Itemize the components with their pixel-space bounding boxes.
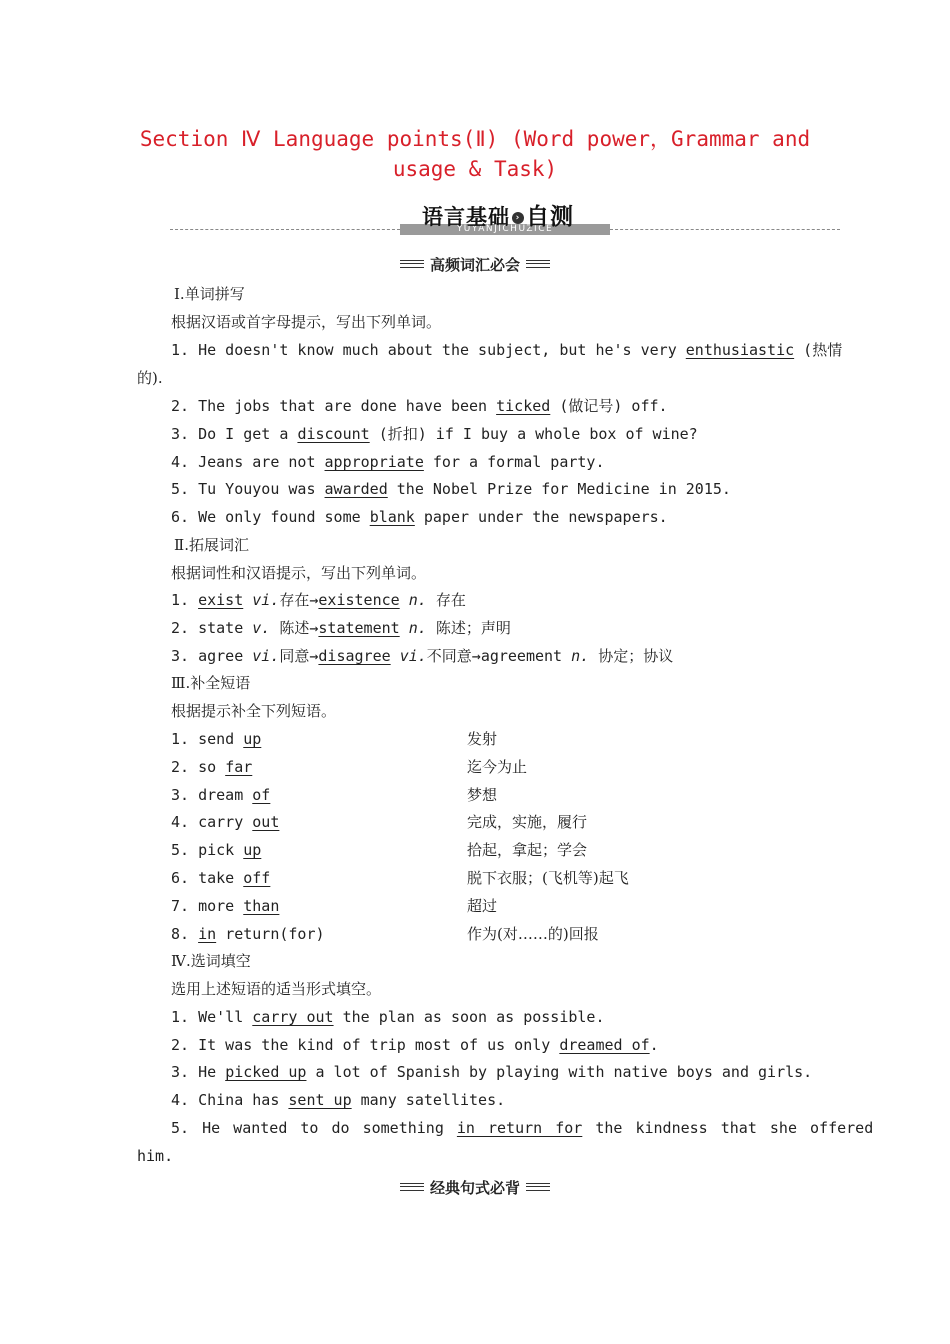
answer: ticked: [496, 397, 551, 415]
answer: discount: [297, 425, 370, 443]
part2-heading: Ⅱ.拓展词汇: [174, 536, 249, 554]
part4-item-5: 5. He wanted to do something in return for the kindness that she offered: [171, 1119, 874, 1137]
part3-item-2: 2. so far: [171, 758, 253, 776]
header-bar-right: [526, 1183, 550, 1191]
section-banner: [170, 196, 840, 238]
part4-item-3: 3. He picked up a lot of Spanish by playing with native boys and girls.: [171, 1063, 813, 1081]
part1-item-6: 6. We only found some blank paper under the newspapers.: [171, 508, 668, 526]
part2-item-3: 3. agree vi.同意→disagree vi.不同意→agreement n. 协定；协议: [171, 647, 674, 665]
page-title-line2: usage & Task): [392, 157, 558, 181]
part3-item-4-meaning: 完成，实施，履行: [467, 813, 588, 831]
part3-instruction: 根据提示补全下列短语。: [171, 702, 337, 720]
part4-item-5-cont: him.: [137, 1147, 174, 1165]
header-bar-left: [400, 260, 424, 268]
answer: exist: [198, 591, 244, 609]
answer: out: [252, 813, 280, 831]
part1-item-4: 4. Jeans are not appropriate for a formal party.: [171, 453, 605, 471]
part1-item-2: 2. The jobs that are done have been ticked (做记号) off.: [171, 397, 668, 415]
answer: far: [225, 758, 253, 776]
part1-item-3: 3. Do I get a discount (折扣) if I buy a whole box of wine?: [171, 425, 698, 443]
part4-item-2: 2. It was the kind of trip most of us only dreamed of.: [171, 1036, 659, 1054]
part1-item-1: 1. He doesn't know much about the subject, but he's very enthusiastic (热情: [171, 341, 843, 359]
part3-item-8: 8. in return(for): [171, 925, 325, 943]
banner-title-a: 语言基础: [422, 205, 510, 229]
part3-item-5: 5. pick up: [171, 841, 262, 859]
part1-item-1-cont: 的).: [137, 369, 163, 387]
part1-instruction: 根据汉语或首字母提示，写出下列单词。: [171, 313, 442, 331]
answer: blank: [369, 508, 415, 526]
page-title-line1: Section Ⅳ Language points(Ⅱ) (Word power，Grammar and: [139, 127, 811, 151]
part3-item-6: 6. take off: [171, 869, 271, 887]
section-header-vocab-label: 高频词汇必会: [429, 255, 520, 274]
part3-item-2-meaning: 迄今为止: [467, 758, 528, 776]
part4-item-1: 1. We'll carry out the plan as soon as possible.: [171, 1008, 605, 1026]
part3-item-6-meaning: 脱下衣服；(飞机等)起飞: [467, 869, 629, 887]
banner-title-b: 自测: [526, 204, 574, 230]
banner-divider-right: [610, 229, 840, 230]
answer: disagree: [318, 647, 391, 665]
answer: existence: [318, 591, 400, 609]
part3-item-3-meaning: 梦想: [467, 786, 498, 804]
part2-item-1: 1. exist vi.存在→existence n. 存在: [171, 591, 466, 609]
header-bar-right: [526, 260, 550, 268]
part3-item-8-meaning: 作为(对……的)回报: [467, 925, 599, 943]
part2-item-2: 2. state v. 陈述→statement n. 陈述；声明: [171, 619, 511, 637]
part4-item-4: 4. China has sent up many satellites.: [171, 1091, 506, 1109]
part1-item-5: 5. Tu Youyou was awarded the Nobel Prize for Medicine in 2015.: [171, 480, 731, 498]
banner-pinyin: YUYANJICHUZICE: [400, 224, 610, 235]
answer: in: [198, 925, 217, 943]
answer: picked up: [225, 1063, 307, 1081]
part3-heading: Ⅲ.补全短语: [171, 674, 251, 692]
part4-instruction: 选用上述短语的适当形式填空。: [171, 980, 382, 998]
section-header-vocab: [0, 253, 950, 275]
answer: enthusiastic: [685, 341, 795, 359]
answer: appropriate: [324, 453, 424, 471]
section-header-sentences-label: 经典句式必背: [429, 1178, 520, 1197]
answer: up: [243, 841, 262, 859]
part1-heading: Ⅰ.单词拼写: [174, 285, 245, 303]
part3-item-3: 3. dream of: [171, 786, 271, 804]
answer: statement: [318, 619, 400, 637]
banner-divider-left: [170, 229, 400, 230]
answer: up: [243, 730, 262, 748]
answer: than: [243, 897, 280, 915]
part3-item-5-meaning: 拾起，拿起；学会: [467, 841, 588, 859]
answer: off: [243, 869, 271, 887]
part3-item-1: 1. send up: [171, 730, 262, 748]
part3-item-1-meaning: 发射: [467, 730, 498, 748]
banner-title: [422, 198, 574, 231]
answer: in return for: [456, 1119, 583, 1137]
part3-item-4: 4. carry out: [171, 813, 280, 831]
header-bar-left: [400, 1183, 424, 1191]
answer: sent up: [288, 1091, 352, 1109]
arrow-right-icon: ›: [512, 212, 524, 224]
section-header-sentences: [0, 1176, 950, 1198]
part4-heading: Ⅳ.选词填空: [171, 952, 251, 970]
answer: of: [252, 786, 271, 804]
answer: awarded: [324, 480, 388, 498]
answer: carry out: [252, 1008, 334, 1026]
answer: dreamed of: [559, 1036, 650, 1054]
part3-item-7: 7. more than: [171, 897, 280, 915]
part2-instruction: 根据词性和汉语提示，写出下列单词。: [171, 564, 427, 582]
part3-item-7-meaning: 超过: [467, 897, 498, 915]
